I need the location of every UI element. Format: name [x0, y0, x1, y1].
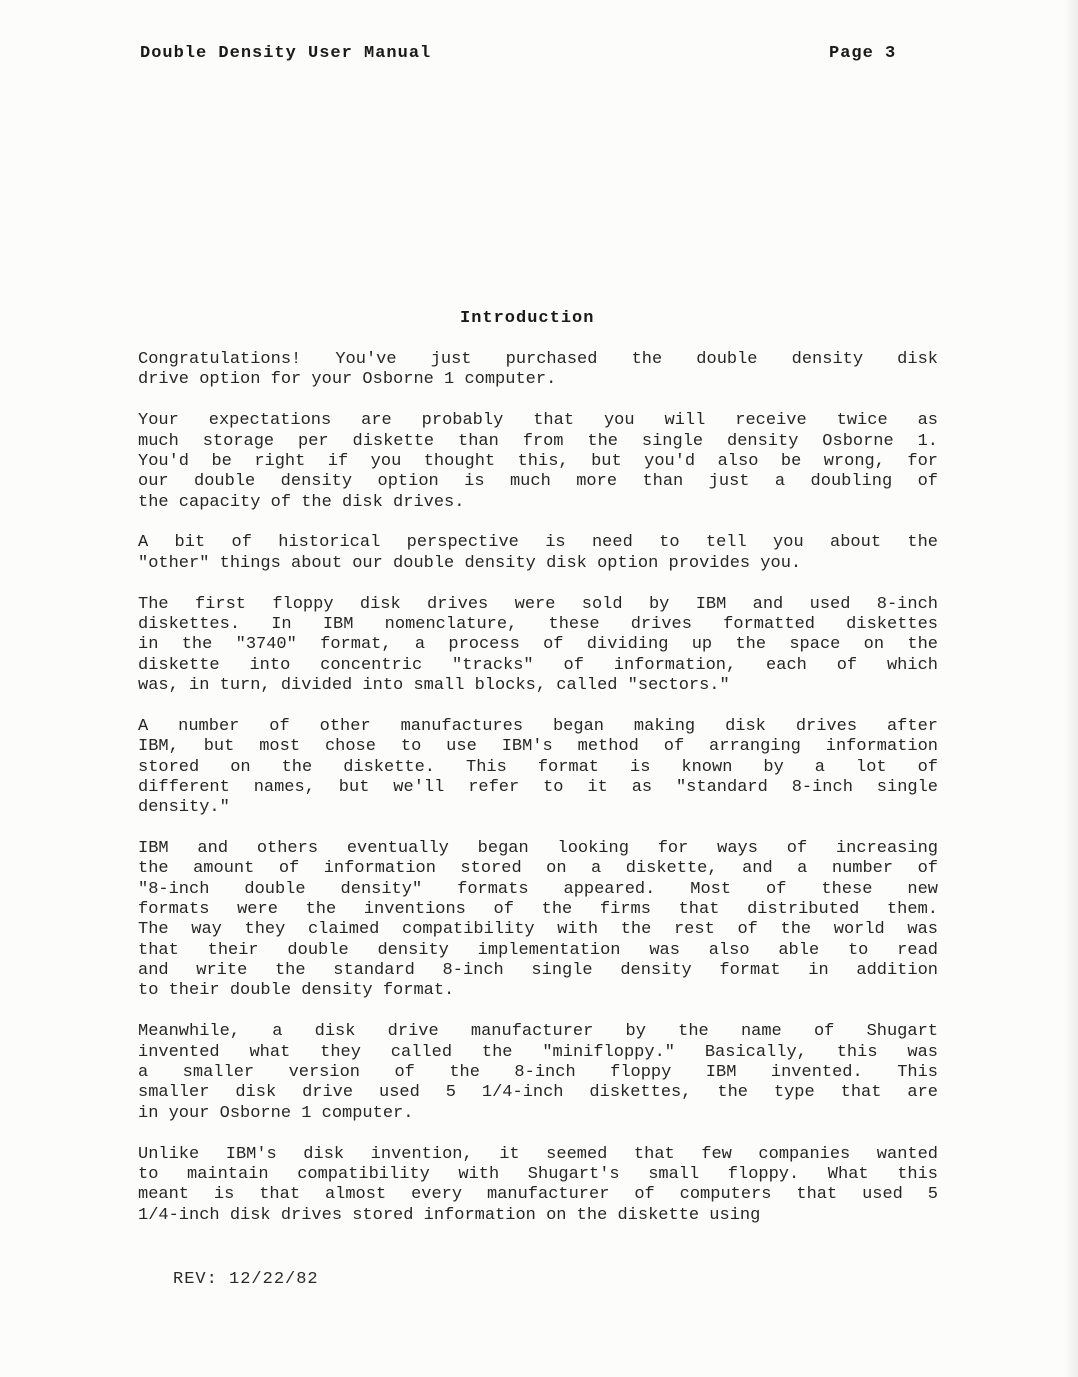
text-line: Meanwhile, a disk drive manufacturer by the name of Shugart — [138, 1022, 938, 1042]
text-line: "other" things about our double density disk option provides you. — [138, 553, 802, 573]
text-line: in the "3740" format, a process of dividing up the space on the — [138, 635, 938, 655]
text-line: drive option for your Osborne 1 computer. — [138, 370, 557, 390]
paragraph — [138, 411, 938, 513]
text-line: the capacity of the disk drives. — [138, 492, 465, 512]
paragraph — [138, 717, 938, 819]
text-line: our double density option is much more than just a doubling of — [138, 472, 938, 492]
text-line: Your expectations are probably that you will receive twice as — [138, 411, 938, 431]
text-line: A number of other manufactures began making disk drives after — [138, 716, 938, 736]
paragraph — [138, 595, 938, 697]
text-line: in your Osborne 1 computer. — [138, 1103, 414, 1123]
text-line: The way they claimed compatibility with the rest of the world was — [138, 920, 938, 940]
text-line: a smaller version of the 8-inch floppy IBM invented. This — [138, 1062, 938, 1082]
text-line: Unlike IBM's disk invention, it seemed that few companies wanted — [138, 1144, 938, 1164]
body-text — [138, 350, 938, 1246]
text-line: The first floppy disk drives were sold by IBM and used 8-inch — [138, 594, 938, 614]
text-line: IBM and others eventually began looking for ways of increasing — [138, 839, 938, 859]
page-edge-shadow — [1064, 0, 1078, 1377]
paragraph — [138, 1145, 938, 1226]
text-line: A bit of historical perspective is need to tell you about the — [138, 533, 938, 553]
text-line: "8-inch double density" formats appeared. Most of these new — [138, 879, 938, 899]
text-line: smaller disk drive used 5 1/4-inch diskettes, the type that are — [138, 1083, 938, 1103]
text-line: much storage per diskette than from the single density Osborne 1. — [138, 431, 938, 451]
revision-date: REV: 12/22/82 — [173, 1270, 319, 1289]
text-line: invented what they called the "minifloppy." Basically, this was — [138, 1042, 938, 1062]
text-line: IBM, but most chose to use IBM's method of arranging information — [138, 737, 938, 757]
text-line: diskettes. In IBM nomenclature, these drives formatted diskettes — [138, 614, 938, 634]
text-line: stored on the diskette. This format is known by a lot of — [138, 757, 938, 777]
paragraph — [138, 839, 938, 1002]
manual-title: Double Density User Manual — [140, 44, 432, 63]
text-line: 1/4-inch disk drives stored information on the diskette using — [138, 1205, 761, 1225]
paragraph — [138, 1022, 938, 1124]
text-line: that their double density implementation was also able to read — [138, 940, 938, 960]
text-line: You'd be right if you thought this, but you'd also be wrong, for — [138, 451, 938, 471]
text-line: to their double density format. — [138, 981, 455, 1001]
text-line: Congratulations! You've just purchased the double density disk — [138, 350, 938, 369]
text-line: was, in turn, divided into small blocks, called "sectors." — [138, 675, 730, 695]
text-line: formats were the inventions of the firms that distributed them. — [138, 900, 938, 920]
page-number: Page 3 — [829, 44, 897, 63]
text-line: the amount of information stored on a diskette, and a number of — [138, 859, 938, 879]
text-line: diskette into concentric "tracks" of information, each of which — [138, 655, 938, 675]
text-line: different names, but we'll refer to it as "standard 8-inch single — [138, 777, 938, 797]
paragraph — [138, 533, 938, 574]
paragraph — [138, 350, 938, 391]
text-line: to maintain compatibility with Shugart's small floppy. What this — [138, 1164, 938, 1184]
text-line: and write the standard 8-inch single density format in addition — [138, 961, 938, 981]
text-line: meant is that almost every manufacturer of computers that used 5 — [138, 1185, 938, 1205]
text-line: density." — [138, 798, 230, 818]
section-heading: Introduction — [460, 309, 595, 328]
